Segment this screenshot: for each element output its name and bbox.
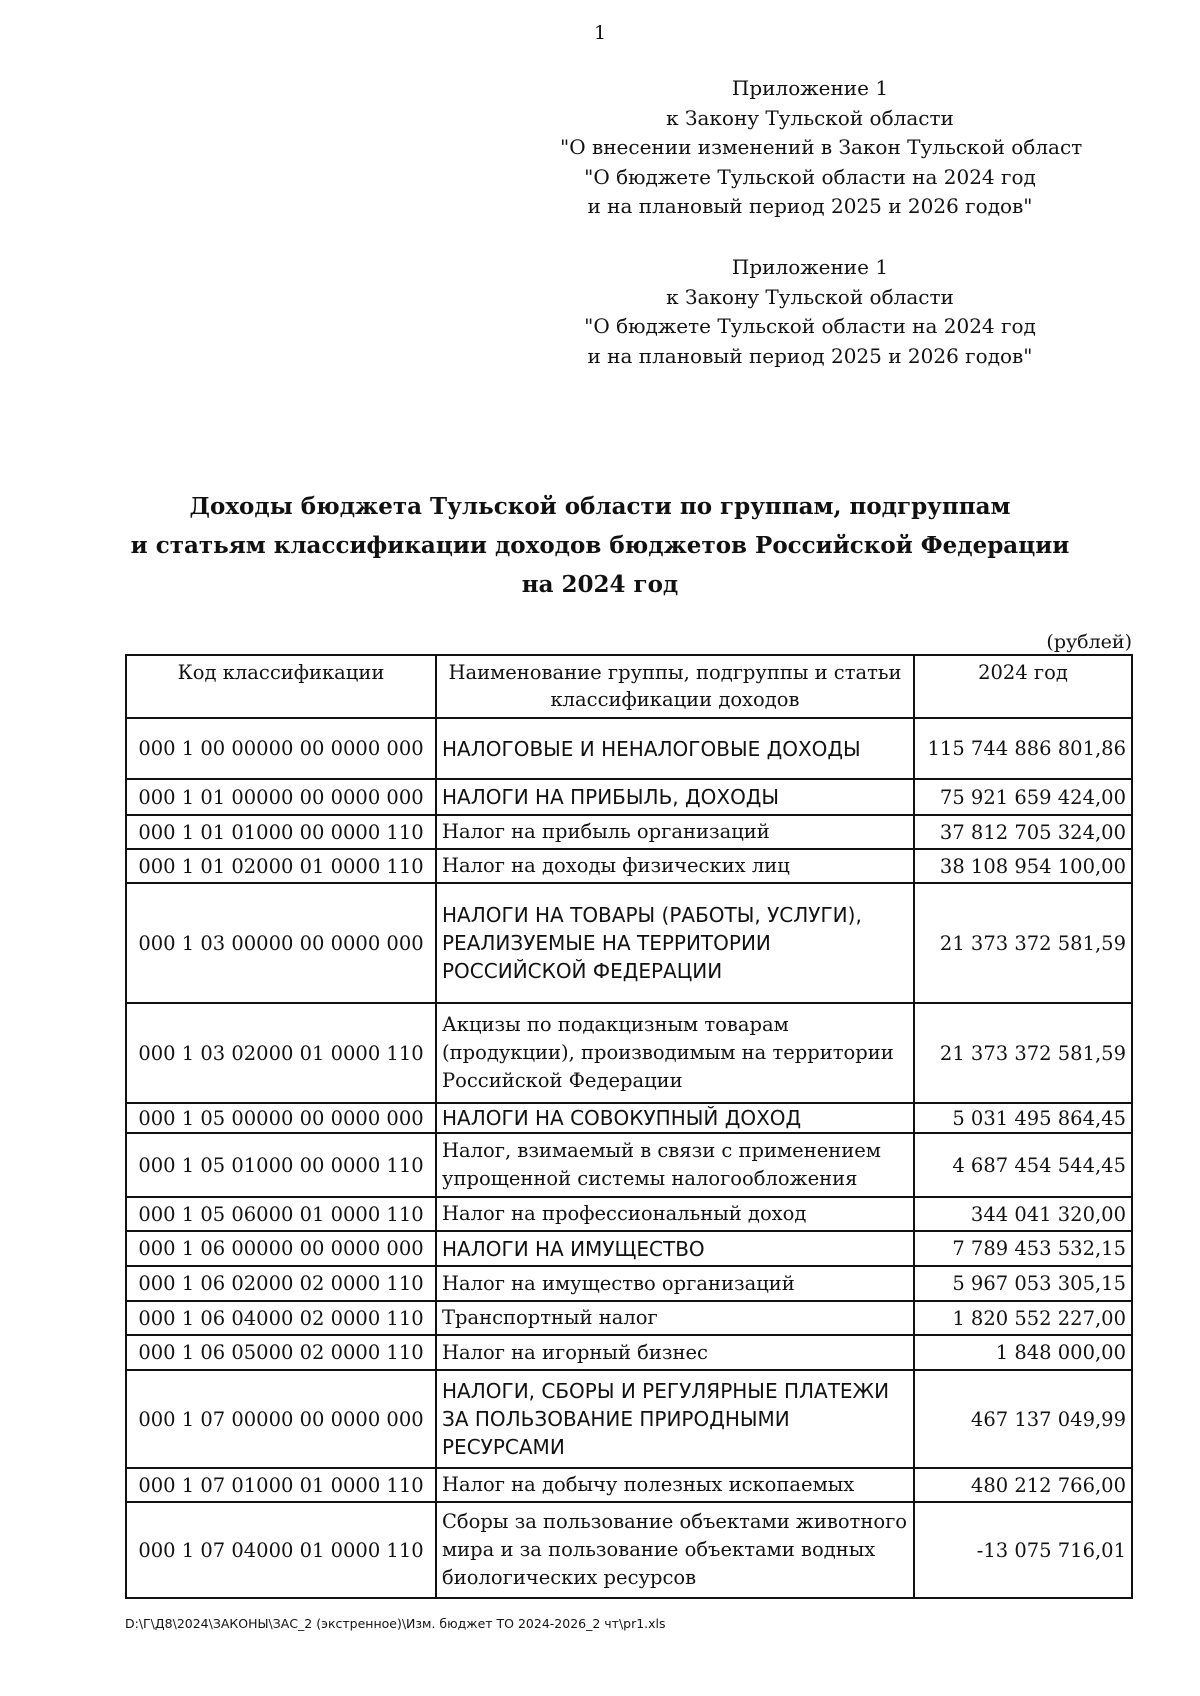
- appendix-line: и на плановый период 2025 и 2026 годов": [587, 194, 1033, 218]
- row-name: Транспортный налог: [436, 1301, 914, 1335]
- row-code: 000 1 06 04000 02 0000 110: [126, 1301, 436, 1335]
- title-line: и статьям классификации доходов бюджетов Российской Федерации: [130, 532, 1070, 559]
- row-amount: -13 075 716,01: [914, 1502, 1132, 1598]
- units-label: (рублей): [1046, 631, 1132, 653]
- row-code: 000 1 01 00000 00 0000 000: [126, 779, 436, 815]
- appendix-line: к Закону Тульской области: [666, 284, 954, 309]
- row-code: 000 1 03 02000 01 0000 110: [126, 1003, 436, 1103]
- table-row: [126, 1133, 1132, 1197]
- row-code: 000 1 05 01000 00 0000 110: [126, 1133, 436, 1197]
- row-name: НАЛОГИ НА ПРИБЫЛЬ, ДОХОДЫ: [436, 779, 914, 815]
- table-row: [126, 883, 1132, 1003]
- page-number: 1: [593, 22, 607, 44]
- row-name: Налог на имущество организаций: [436, 1266, 914, 1301]
- row-name: НАЛОГОВЫЕ И НЕНАЛОГОВЫЕ ДОХОДЫ: [436, 718, 914, 779]
- row-amount: 344 041 320,00: [914, 1197, 1132, 1231]
- row-name: НАЛОГИ НА СОВОКУПНЫЙ ДОХОД: [436, 1103, 914, 1133]
- row-amount: 75 921 659 424,00: [914, 779, 1132, 815]
- appendix-line: Приложение 1: [731, 76, 889, 100]
- row-amount: 4 687 454 544,45: [914, 1133, 1132, 1197]
- table-row: [126, 718, 1132, 779]
- row-code: 000 1 05 00000 00 0000 000: [126, 1103, 436, 1133]
- row-code: 000 1 00 00000 00 0000 000: [126, 718, 436, 779]
- appendix-line: Приложение 1: [731, 255, 889, 279]
- table-row: [126, 1003, 1132, 1103]
- row-code: 000 1 01 02000 01 0000 110: [126, 849, 436, 883]
- row-code: 000 1 05 06000 01 0000 110: [126, 1197, 436, 1231]
- appendix-line: "О внесении изменений в Закон Тульской област: [560, 135, 1083, 159]
- row-amount: 1 820 552 227,00: [914, 1301, 1132, 1335]
- table-header-row: [126, 655, 1132, 718]
- row-code: 000 1 03 00000 00 0000 000: [126, 883, 436, 1003]
- row-code: 000 1 07 00000 00 0000 000: [126, 1370, 436, 1468]
- table-row: [126, 849, 1132, 883]
- row-amount: 467 137 049,99: [914, 1370, 1132, 1468]
- appendix-line: и на плановый период 2025 и 2026 годов": [587, 343, 1033, 368]
- table-row: [126, 1103, 1132, 1133]
- row-amount: 480 212 766,00: [914, 1468, 1132, 1502]
- appendix-header-amending-law: [560, 74, 1083, 222]
- document-title: [0, 487, 1200, 604]
- table-row: [126, 1301, 1132, 1335]
- table-row: [126, 1502, 1132, 1598]
- row-name: Налог на доходы физических лиц: [436, 849, 914, 883]
- table-row: [126, 815, 1132, 849]
- appendix-header-budget-law: [560, 253, 1060, 371]
- table-row: [126, 1231, 1132, 1266]
- row-amount: 21 373 372 581,59: [914, 883, 1132, 1003]
- row-name: НАЛОГИ НА ТОВАРЫ (РАБОТЫ, УСЛУГИ), РЕАЛИЗУЕМЫЕ НА ТЕРРИТОРИИ РОССИЙСКОЙ ФЕДЕРАЦИИ: [436, 883, 914, 1003]
- row-code: 000 1 06 00000 00 0000 000: [126, 1231, 436, 1266]
- revenue-table: [125, 654, 1133, 1599]
- table-row: [126, 1370, 1132, 1468]
- header-name: Наименование группы, подгруппы и статьи классификации доходов: [436, 655, 914, 718]
- row-code: 000 1 06 02000 02 0000 110: [126, 1266, 436, 1301]
- row-amount: 5 031 495 864,45: [914, 1103, 1132, 1133]
- row-name: Налог на прибыль организаций: [436, 815, 914, 849]
- row-amount: 38 108 954 100,00: [914, 849, 1132, 883]
- table-row: [126, 1468, 1132, 1502]
- row-amount: 37 812 705 324,00: [914, 815, 1132, 849]
- row-name: Налог на добычу полезных ископаемых: [436, 1468, 914, 1502]
- header-year: 2024 год: [914, 655, 1132, 718]
- header-code: Код классификации: [126, 655, 436, 718]
- appendix-line: "О бюджете Тульской области на 2024 год: [584, 164, 1036, 189]
- row-code: 000 1 01 01000 00 0000 110: [126, 815, 436, 849]
- row-amount: 5 967 053 305,15: [914, 1266, 1132, 1301]
- table-row: [126, 1266, 1132, 1301]
- row-name: Налог на профессиональный доход: [436, 1197, 914, 1231]
- row-name: Акцизы по подакцизным товарам (продукции), производимым на территории Российской Федерации: [436, 1003, 914, 1103]
- row-code: 000 1 07 01000 01 0000 110: [126, 1468, 436, 1502]
- appendix-line: "О бюджете Тульской области на 2024 год: [584, 314, 1036, 338]
- row-amount: 1 848 000,00: [914, 1335, 1132, 1370]
- file-path-footer: D:\Г\Д8\2024\ЗАКОНЫ\ЗАС_2 (экстренное)\Изм. бюджет ТО 2024-2026_2 чт\pr1.xls: [125, 1616, 666, 1631]
- row-name: НАЛОГИ, СБОРЫ И РЕГУЛЯРНЫЕ ПЛАТЕЖИ ЗА ПОЛЬЗОВАНИЕ ПРИРОДНЫМИ РЕСУРСАМИ: [436, 1370, 914, 1468]
- row-amount: 7 789 453 532,15: [914, 1231, 1132, 1266]
- title-line: Доходы бюджета Тульской области по группам, подгруппам: [189, 493, 1011, 520]
- row-code: 000 1 07 04000 01 0000 110: [126, 1502, 436, 1598]
- row-amount: 115 744 886 801,86: [914, 718, 1132, 779]
- row-amount: 21 373 372 581,59: [914, 1003, 1132, 1103]
- title-line: на 2024 год: [521, 571, 679, 598]
- row-name: НАЛОГИ НА ИМУЩЕСТВО: [436, 1231, 914, 1266]
- table-row: [126, 1335, 1132, 1370]
- appendix-line: к Закону Тульской области: [666, 105, 954, 130]
- row-code: 000 1 06 05000 02 0000 110: [126, 1335, 436, 1370]
- row-name: Сборы за пользование объектами животного мира и за пользование объектами водных биологических ресурсов: [436, 1502, 914, 1598]
- table-row: [126, 1197, 1132, 1231]
- row-name: Налог, взимаемый в связи с применением упрощенной системы налогообложения: [436, 1133, 914, 1197]
- table-row: [126, 779, 1132, 815]
- row-name: Налог на игорный бизнес: [436, 1335, 914, 1370]
